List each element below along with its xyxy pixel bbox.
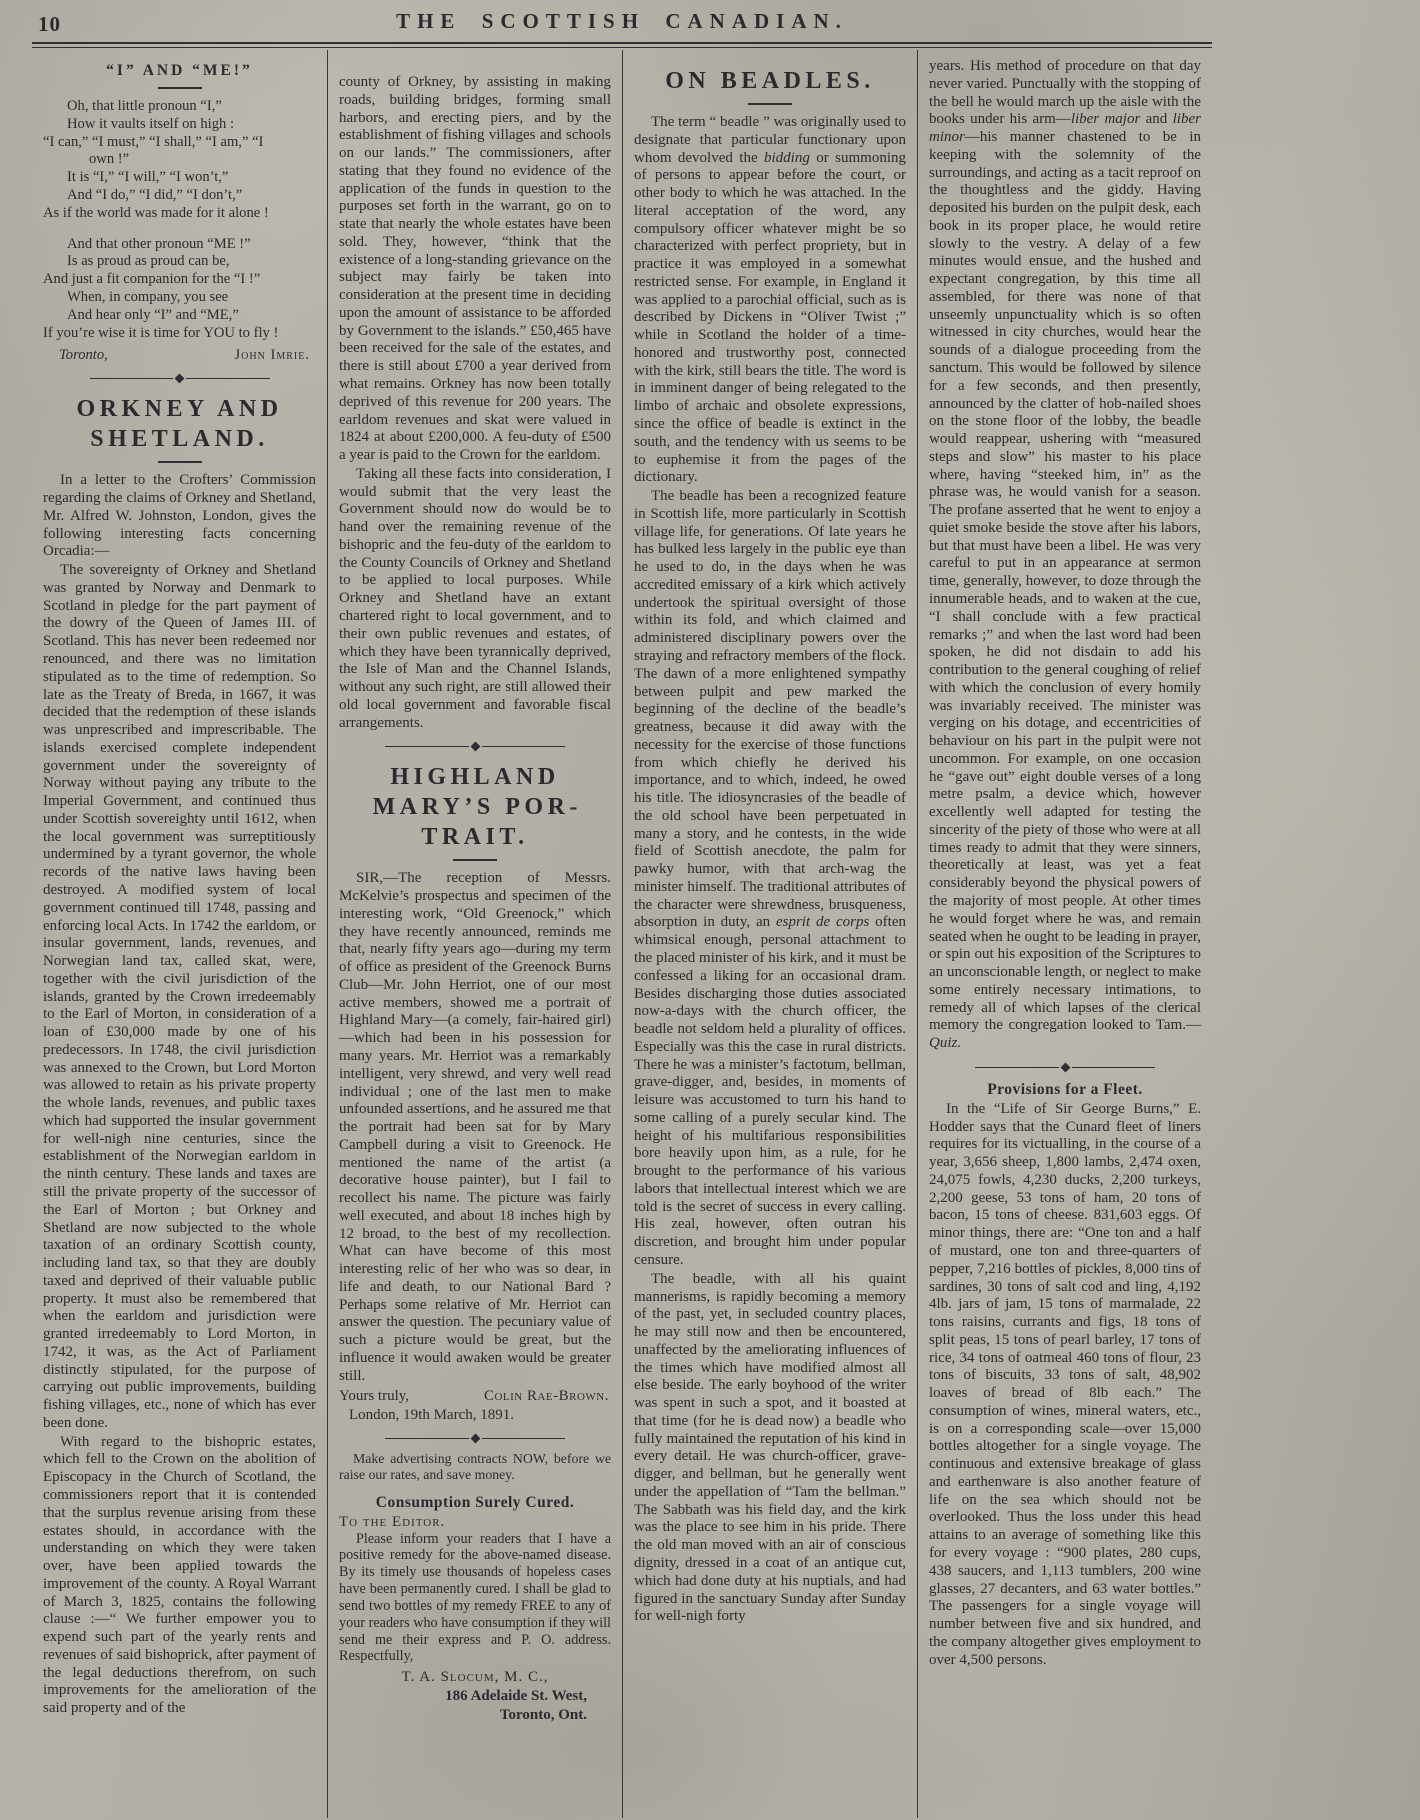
heading-rule <box>453 859 497 861</box>
article-heading: ON BEADLES. <box>665 68 875 94</box>
paragraph-continuation: years. His method of procedure on that day never varied. Punctually with the stopping of the bell he would march up the aisle with the books under his arm—liber major and liber minor—his manner chastened to be in keeping with the solemnity of the surroundings, and acting as a tacit reproof on the thoughtless and the giddy. Having deposited his burden on the pulpit desk, each book in its proper place, he would retire slowly to the vestry. A delay of a few minutes would ensue, and the hushed and expectant congregation, by this time all assembled, for there was none of that unseemly unpunctuality which is so often witnessed in city churches, would hear the sounds of a dialogue proceeding from the sanctum. This would be followed by silence for a few seconds, and then presently, announced by the clatter of hob-nailed shoes on the stone floor of the lobby, the beadle would reappear, ushering with “measured steps and slow” his master to his place where, having “steeked him, in” as the phrase was, he would vanish for a season. The profane asserted that he went to enjoy a quiet smoke beside the stove after his labors, but that must have been a libel. He was very careful to put in an appearance at sermon time, generally, however, to doze through the innumerable heads, and to waken at the cue, “I shall conclude with a few practical remarks ;” and when the last word had been spoken, he did not disdain to add his contribution to the general coughing of relief with which the conclusion of every homily was invariably received. The minister was verging on his dotage, and eccentricities of behaviour on his part in the pulpit were not uncommon. For example, on one occasion he “gave out” eight double verses of a long metre psalm, a device which, however excellently well adapted for testing the sincerity of the piety of those who were at all times ready to admit that they were sinners, theoretically at least, was yet a feat considerably beyond the physical powers of the majority of most people. At other times he would forget where he was, and remain seated when he ought to be leading in prayer, or spin out his exposition of the Scriptures to an unconscionable length, or neglect to make some entirely necessary intimations, to remedy all of which lapses of the clerical memory the congregation looked to Tam.—Quiz. <box>929 58 1201 1052</box>
column-4 <box>917 50 1212 1818</box>
poem-byline <box>43 344 316 364</box>
poem-line: And hear only “I” and “ME,” <box>67 306 239 323</box>
section-divider <box>385 1435 565 1442</box>
sub-article-heading: Provisions for a Fleet. <box>987 1080 1143 1098</box>
divider-diamond-icon <box>1060 1062 1070 1072</box>
paragraph: Taking all these facts into consideration, I would submit that the very least the Government should now do would be to hand over the remaining revenue of the bishopric and the feu-duty of the earldom to the County Councils of Orkney and Shetland to be applied to local purposes. While Orkney and Shetland have an extant chartered right to local government, and to their own public revenues and estates, of which they have been tyrannically deprived, the Isle of Man and the Channel Islands, without any such right, are still allowed their old local government and favorable fiscal arrangements. <box>339 465 611 731</box>
section-divider <box>90 375 270 382</box>
address-line: 186 Adelaide St. West, <box>445 1688 587 1705</box>
poem-line: And just a fit companion for the “I !” <box>43 271 261 288</box>
paragraph: The beadle, with all his quaint mannerisms, is rapidly becoming a memory of the past, yet, in secluded country places, he may still now and then be encountered, unaffected by the ameliorating influences of the times which have modified almost all else beside. The early boyhood of the writer was spent in such a spot, and it boasted at that time (for he is dead now) a beadle who fully maintained the reputation of his kind in every detail. He was church-officer, grave-digger, and bellman, but he generally went under the appellation of “Tam the bellman.” The Sabbath was his field day, and the kirk was the place to see him in his pride. There the old man moved with an air of conscious dignity, dressed in a coat of an antique cut, which had done duty at his nuptials, and had figured in the sanctuary Sunday after Sunday for well-nigh forty <box>634 1270 906 1625</box>
divider-diamond-icon <box>470 742 480 752</box>
column-3 <box>622 50 917 1818</box>
poem-line: own !” <box>89 151 130 168</box>
letter-dateline: London, 19th March, 1891. <box>349 1406 514 1423</box>
paragraph: With regard to the bishopric estates, which fell to the Crown on the abolition of Episcopacy in the Church of Scotland, the commissioners report that it is contended that the surplus revenue arising from these estates should, in accordance with the understanding on which they were taken over, have been applied towards the improvement of the county. A Royal Warrant of March 3, 1825, contains the following clause :—“ We further empower you to expend such part of the yearly rents and revenues of said bishoprick, after payment of the legal deductions therefrom, on such improvements for the amelioration of the said property and of the <box>43 1433 316 1717</box>
paragraph: SIR,—The reception of Messrs. McKelvie’s prospectus and specimen of the interesting work, “Old Greenock,” which they have recently announced, reminds me that, nearly fifty years ago—during my term of office as president of the Greenock Burns Club—Mr. John Herriot, one of our most active members, showed me a portrait of Highland Mary—(a comely, fair-haired girl)—which had been in his possession for many years. Mr. Herriot was a remarkably intelligent, very shrewd, and very well read individual ; one of the last men to make unfounded assertions, and he assured me that the portrait had been sat for by Mary Campbell during a visit to Greenock. He mentioned the name of the artist (a decorative house painter), but I fail to recollect his name. The picture was fairly well executed, and about 18 inches high by 12 broad, to the best of my recollection. What can have become of this most interesting relic of her who was so dear, in life and death, to our National Bard ? Perhaps some relative of Mr. Herriot can answer the question. The pecuniary value of such a picture would be great, but the influence it would awaken would be greater still. <box>339 870 611 1384</box>
poem-line: If you’re wise it is time for YOU to fly ! <box>43 324 279 341</box>
poem-line: It is “I,” “I will,” “I won’t,” <box>67 169 229 186</box>
poem-line: As if the world was made for it alone ! <box>43 204 269 221</box>
advertising-notice: Make advertising contracts NOW, before we raise our rates, and save money. <box>339 1450 611 1483</box>
poem <box>43 98 316 342</box>
poem-line: Oh, that little pronoun “I,” <box>67 98 222 114</box>
paragraph: The sovereignty of Orkney and Shetland was granted by Norway and Denmark to Scotland in pledge for the part payment of the dowry of the Queen of James III. of Scotland. This has never been redeemed nor renounced, and there was no limitation stipulated as to the time of redemption. So late as the Treaty of Breda, in 1667, it was decided that the redemption of these islands was unprescribed and imprescribable. The islands exercised complete independent government under the sovereignty of Norway without paying any tribute to the Imperial Government, and continued thus under Scottish sovereighty until 1612, when the local government was surreptitiously undermined by a tyrant governor, the whole records of the native laws having been destroyed. A modified system of local government continued till 1748, passing and enforcing local Acts. In 1742 the earldom, or insular government, lands, revenues, and Norwegian land tax, called skat, were, together with the civil jurisdiction of the islands, granted by the Crown irredeemably to the Earl of Morton, in consideration of a loan of £30,000 made by one of his predecessors. In 1748, the civil jurisdiction was annexed to the Crown, but Lord Morton was allowed to retain as his private property the whole lands, revenues, and public taxes which had supported the insular government for well-nigh nine centuries, since the establishment of the Norwegian earldom in the ninth century. These lands and taxes are still the private property of the successor of the Earl of Morton ; but Orkney and Shetland are now subjected to the whole taxation of an ordinary Scottish county, including land tax, so that they are doubly taxed and deprived of their valuable public property. It must also be remembered that when the earldom and jurisdiction were granted irredeemably to Lord Morton, in 1742, it was, as the Act of Parliament distinctly stipulated, for the purpose of carrying out public improvements, building fishing villages, etc., none of which has ever been done. <box>43 562 316 1431</box>
paragraph: In a letter to the Crofters’ Commission regarding the claims of Orkney and Shetland, Mr. Alfred W. Johnston, London, gives the following interesting facts concerning Orcadia:— <box>43 472 316 560</box>
column-2 <box>327 50 622 1818</box>
masthead-double-rule <box>32 42 1212 48</box>
divider-diamond-icon <box>175 374 185 384</box>
article-heading: HIGHLAND MARY’S PORTRAIT. <box>372 764 578 851</box>
poem-line: And “I do,” “I did,” “I don’t,” <box>67 186 243 203</box>
columns <box>32 50 1212 1818</box>
poem-line: “I can,” “I must,” “I shall,” “I am,” “I <box>43 133 264 150</box>
poem-line: And that other pronoun “ME !” <box>67 235 251 252</box>
stanza-gap <box>43 223 316 236</box>
signature-closing: Yours truly, <box>339 1387 410 1404</box>
column-1 <box>32 50 327 1818</box>
paragraph-continuation: county of Orkney, by assisting in making roads, building bridges, forming small harbors, and erecting piers, and by the establishment of fishing villages and schools on our lands.” The commissioners, after stating that they found no evidence of the application of the funds in question to the purposes set forth in the warrant, go on to state that nearly the whole estates have been sold. They, however, “think that the existence of a long-standing grievance on the subject may fairly be taken into consideration at the present time in deciding upon the amount of assistance to be afforded by Government to the islands.” £50,465 have been received for the sale of the estates, and there is still about £700 a year derived from what remains. Orkney has now been totally deprived of this revenue for 200 years. The earldom revenues and skat were valued in 1824 at about £200,000. A feu-duty of £500 a year is paid to the Crown for the earldom. <box>339 74 611 464</box>
paragraph: The beadle has been a recognized feature in Scottish life, more particularly in Scottish village life, for generations. Of late years he has bulked less largely in the public eye than he used to do, in the days when he was accredited emissary of a kirk which actively undertook the spiritual oversight of those within its fold, and which claimed and administered disciplinary powers over the straying and refractory members of the flock. The dawn of a more enlightened sympathy between pulpit and pew marked the beginning of the decline of the beadle’s greatness, because it did away with the necessity for the exercise of those functions from which chiefly he derived his importance, and to which, indeed, he owed his title. The idiosyncrasies of the beadle of the old school have been perpetuated in many a story, and he contests, in the wide field of Scottish anecdote, the palm for pawky humor, with that arch-wag the minister himself. The traditional attributes of the character were shrewdness, brusqueness, absorption in duty, an esprit de corps often whimsical enough, personal attachment to the placed minister of his kirk, and it must be confessed a liking for an occasional dram. Besides discharging those duties associated now-a-days with the church officer, the beadle not seldom held a plurality of offices. Especially was this the case in rural districts. There he was a minister’s factotum, bellman, grave-digger, and, besides, in moments of leisure was accustomed to turn his hand to some calling of a purely secular kind. The height of his multifarious responsibilities bore heavily upon him, as a rule, for he brought to the performance of his various labors that intellectual interest which we are told is the secret of success in every calling. His zeal, however, often outran his discretion, and brought him under popular censure. <box>634 488 906 1268</box>
byline-place: Toronto, <box>59 347 108 364</box>
divider-diamond-icon <box>470 1433 480 1443</box>
address-line: Toronto, Ont. <box>499 1707 587 1724</box>
signature-name: Colin Rae-Brown. <box>483 1387 609 1404</box>
poem-heading: “I” AND “ME!” <box>106 62 253 79</box>
masthead <box>32 0 1212 50</box>
heading-rule <box>158 461 202 463</box>
page-content <box>32 0 1212 1818</box>
poem-line: When, in company, you see <box>67 288 229 305</box>
paragraph: Please inform your readers that I have a positive remedy for the above-named disease. By its timely use thousands of hopeless cases have been permanently cured. I shall be glad to send two bottles of my remedy FREE to any of your readers who have consumption if they will send me their express and P. O. address. Respectfully, <box>339 1530 611 1665</box>
heading-rule <box>158 87 202 89</box>
section-divider <box>385 743 565 750</box>
byline-author: John Imrie. <box>234 347 310 364</box>
signature-name: T. A. Slocum, M. C., <box>401 1669 549 1686</box>
section-divider <box>975 1064 1155 1071</box>
to-the-editor-line: To the Editor. <box>339 1513 446 1530</box>
poem-line: How it vaults itself on high : <box>67 115 235 132</box>
newspaper-title: THE SCOTTISH CANADIAN. <box>396 9 848 33</box>
heading-rule <box>748 103 792 105</box>
poem-line: Is as proud as proud can be, <box>67 253 230 270</box>
paragraph: The term “ beadle ” was originally used to designate that particular functionary upon whom devolved the bidding or summoning of persons to appear before the court, or other body to which he was attached. In the literal acceptation of the word, any compulsory officer whatever might be so characterized with perfect propriety, but in practice it was employed in a somewhat restricted sense. For example, in England it was applied to a parochial official, such as is described by Dickens in “Oliver Twist ;” while in Scotland the holder of a time-honored and trustworthy post, connected with the kirk, still bears the title. The word is in imminent danger of being relegated to the limbo of archaic and obsolete expressions, since the office of beadle is extinct in the south, and the tendency with us seems to be to euphemise it from the pages of the dictionary. <box>634 114 906 486</box>
letter-signature <box>339 1387 611 1405</box>
paragraph: In the “Life of Sir George Burns,” E. Hodder says that the Cunard fleet of liners requires for its victualling, in the course of a year, 3,656 sheep, 1,800 lambs, 2,474 oxen, 24,075 fowls, 4,230 ducks, 2,200 turkeys, 2,200 geese, 53 tons of ham, 20 tons of bacon, 15 tons of cheese. 831,603 eggs. Of minor things, there are: “One ton and a half of mustard, one ton and three-quarters of pepper, 7,216 bottles of pickles, 8,000 tins of sardines, 30 tons of salt cod and ling, 4,192 4lb. jars of jam, 15 tons of marmalade, 22 tons raisins, currants and figs, 18 tons of split peas, 15 tons of pearl barley, 17 tons of rice, 34 tons of oatmeal 460 tons of flour, 23 tons of biscuits, 33 tons of salt, 48,902 loaves of bread of 8lb each.” The consumption of wines, mineral waters, etc., is on a corresponding scale—over 15,000 bottles altogether for a single voyage. The continuous and extensive breakage of glass and earthenware is also another feature of life on the sea which should not be overlooked. Thus the loss under this head attains to an average of something like this for every voyage : “900 plates, 280 cups, 438 saucers, and 1,113 tumblers, 200 wine glasses, 27 decanters, and 63 water bottles.” The passengers for a single voyage will number between five and six hundred, and the company altogether gives employment to over 4,500 persons. <box>929 1100 1201 1668</box>
sub-article-heading: Consumption Surely Cured. <box>375 1493 575 1511</box>
page-number: 10 <box>38 12 61 36</box>
article-heading: ORKNEY AND SHETLAND. <box>76 396 283 453</box>
